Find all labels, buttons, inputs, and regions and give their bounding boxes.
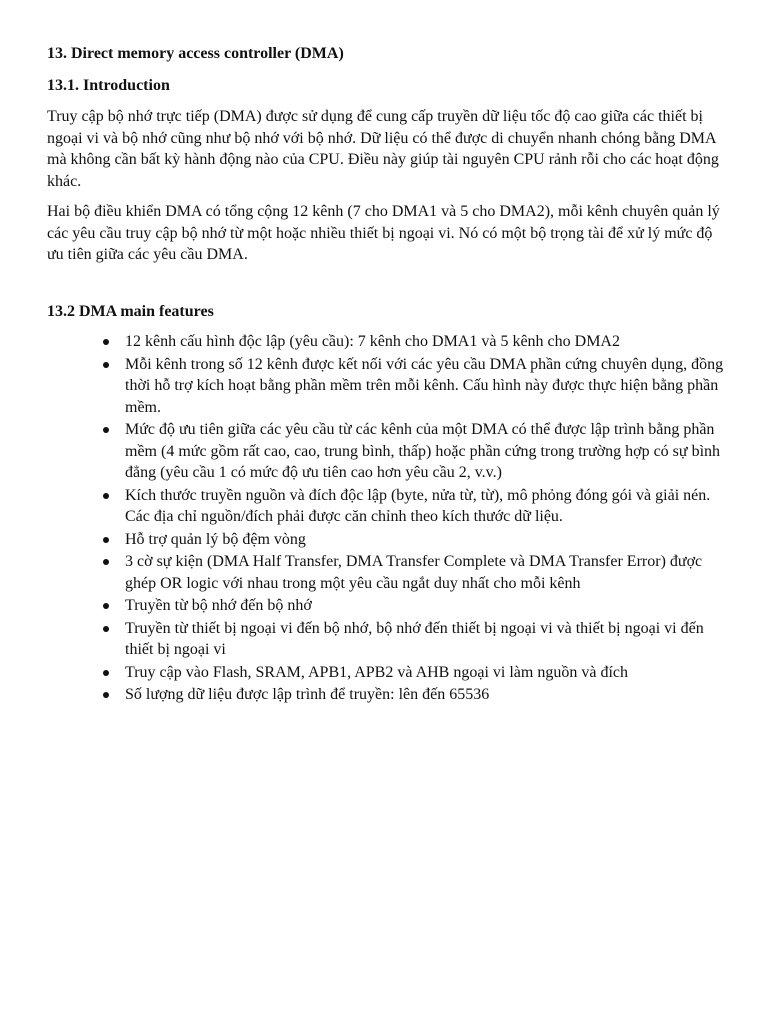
list-item [47, 618, 727, 661]
bullet-icon [103, 339, 109, 345]
bullet-icon [103, 427, 109, 433]
introduction-heading: 13.1. Introduction [47, 76, 170, 94]
list-item [47, 529, 727, 551]
list-item [47, 419, 727, 484]
bullet-icon [103, 493, 109, 499]
list-item [47, 662, 727, 684]
bullet-icon [103, 559, 109, 565]
introduction-paragraph-1: Truy cập bộ nhớ trực tiếp (DMA) được sử dụng để cung cấp truyền dữ liệu tốc độ cao giữa các thiết bị ngoại vi và bộ nhớ cũng như bộ nhớ với bộ nhớ. Dữ liệu có thể được di chuyển nhanh chóng bằng DMA mà không cần bất kỳ hành động nào của CPU. Điều này giúp tài nguyên CPU rảnh rỗi cho các hoạt động khác. [47, 108, 719, 190]
list-item [47, 551, 727, 594]
list-item-text: Truyền từ bộ nhớ đến bộ nhớ [125, 597, 312, 614]
list-item-text: Hỗ trợ quản lý bộ đệm vòng [125, 530, 306, 548]
list-item-text: Truy cập vào Flash, SRAM, APB1, APB2 và AHB ngoại vi làm nguồn và đích [125, 663, 628, 681]
list-item [47, 331, 727, 353]
list-item [47, 595, 727, 617]
list-item-text: Truyền từ thiết bị ngoại vi đến bộ nhớ, bộ nhớ đến thiết bị ngoại vi và thiết bị ngoại vi đến thiết bị ngoại vi [125, 619, 704, 658]
list-item-text: 3 cờ sự kiện (DMA Half Transfer, DMA Transfer Complete và DMA Transfer Error) được ghép OR logic với nhau trong một yêu cầu ngắt duy nhất cho mỗi kênh [125, 553, 703, 592]
document-page [47, 43, 727, 707]
bullet-icon [103, 670, 109, 676]
features-heading: 13.2 DMA main features [47, 302, 214, 320]
introduction-paragraph-2: Hai bộ điều khiển DMA có tổng cộng 12 kênh (7 cho DMA1 và 5 cho DMA2), mỗi kênh chuyên quản lý các yêu cầu truy cập bộ nhớ từ một hoặc nhiều thiết bị ngoại vi. Nó có một bộ trọng tài để xử lý mức độ ưu tiên giữa các yêu cầu DMA. [47, 203, 720, 263]
list-item [47, 684, 727, 706]
list-item-text: Mỗi kênh trong số 12 kênh được kết nối với các yêu cầu DMA phần cứng chuyên dụng, đồng thời hỗ trợ kích hoạt bằng phần mềm trên mỗi kênh. Cấu hình này được thực hiện bằng phần mềm. [125, 355, 724, 416]
bullet-icon [103, 626, 109, 632]
bullet-icon [103, 603, 109, 609]
list-item [47, 485, 727, 528]
list-item [47, 354, 727, 419]
list-item-text: 12 kênh cấu hình độc lập (yêu cầu): 7 kênh cho DMA1 và 5 kênh cho DMA2 [125, 333, 620, 350]
bullet-icon [103, 537, 109, 543]
list-item-text: Mức độ ưu tiên giữa các yêu cầu từ các kênh của một DMA có thể được lập trình bằng phần mềm (4 mức gồm rất cao, cao, trung bình, thấp) hoặc phần cứng trong trường hợp có sự bình đẳng (yêu cầu 1 có mức độ ưu tiên cao hơn yêu cầu 2, v.v.) [125, 421, 721, 481]
section-title: 13. Direct memory access controller (DMA) [47, 45, 344, 62]
list-item-text: Số lượng dữ liệu được lập trình để truyền: lên đến 65536 [125, 686, 490, 703]
bullet-icon [103, 692, 109, 698]
bullet-icon [103, 362, 109, 368]
features-list [47, 331, 727, 706]
list-item-text: Kích thước truyền nguồn và đích độc lập (byte, nửa từ, từ), mô phỏng đóng gói và giải nén. Các địa chỉ nguồn/đích phải được căn chỉnh theo kích thước dữ liệu. [125, 486, 711, 525]
